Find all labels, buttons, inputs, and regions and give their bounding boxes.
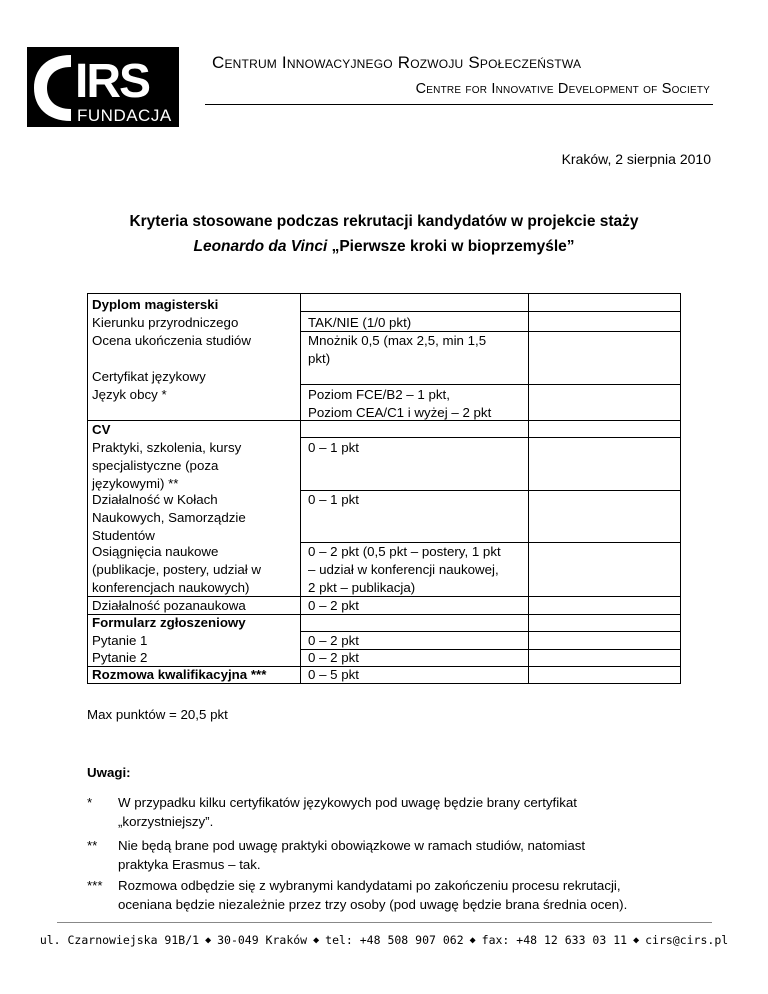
note-2-line-1: Nie będą brane pod uwagę praktyki obowiązkowe w ramach studiów, natomiast bbox=[118, 838, 586, 853]
footer-fax: fax: +48 12 633 03 11 bbox=[481, 933, 628, 947]
cv-heading: CV bbox=[92, 422, 111, 437]
cert-heading: Certyfikat językowy bbox=[92, 369, 206, 384]
note-1-line-2: „korzystniejszy”. bbox=[118, 814, 214, 829]
org-name-en: Centre for Innovative Development of Society bbox=[415, 81, 710, 97]
criterion-achievements-1: Osiągnięcia naukowe bbox=[92, 544, 219, 559]
logo-letters: IRS bbox=[75, 55, 150, 108]
document-date: Kraków, 2 sierpnia 2010 bbox=[561, 151, 711, 167]
notes-heading: Uwagi: bbox=[87, 765, 131, 780]
criterion-question-2: Pytanie 2 bbox=[92, 650, 148, 665]
criterion-circles-2: Naukowych, Samorządzie bbox=[92, 510, 246, 525]
form-heading: Formularz zgłoszeniowy bbox=[92, 615, 246, 630]
org-name-pl: Centrum Innowacyjnego Rozwoju Społeczeństwa bbox=[212, 53, 582, 72]
section-separator bbox=[88, 420, 680, 421]
score-practice: 0 – 1 pkt bbox=[308, 440, 360, 455]
score-question-1: 0 – 2 pkt bbox=[308, 633, 360, 648]
score-grade-2: pkt) bbox=[308, 351, 331, 366]
score-language-1: Poziom FCE/B2 – 1 pkt, bbox=[308, 387, 450, 402]
score-language-2: Poziom CEA/C1 i wyżej – 2 pkt bbox=[308, 405, 492, 420]
footer-tel: tel: +48 508 907 062 bbox=[325, 933, 464, 947]
note-3-line-1: Rozmowa odbędzie się z wybranymi kandydatami po zakończeniu procesu rekrutacji, bbox=[118, 878, 621, 893]
title-line-1: Kryteria stosowane podczas rekrutacji kandydatów w projekcie staży bbox=[129, 213, 639, 230]
score-grade-1: Mnożnik 0,5 (max 2,5, min 1,5 bbox=[308, 333, 487, 348]
row-separator bbox=[300, 311, 680, 312]
note-3-marker: *** bbox=[87, 878, 103, 893]
title-italic: Leonardo da Vinci bbox=[193, 238, 328, 255]
title-rest: „Pierwsze kroki w bioprzemyśle” bbox=[327, 238, 575, 255]
score-nonscientific: 0 – 2 pkt bbox=[308, 598, 360, 613]
criterion-circles-1: Działalność w Kołach bbox=[92, 492, 218, 507]
max-points: Max punktów = 20,5 pkt bbox=[87, 707, 228, 722]
footer-rule bbox=[57, 922, 712, 923]
criterion-circles-3: Studentów bbox=[92, 528, 155, 543]
logo-sub: FUNDACJA bbox=[77, 106, 172, 125]
criteria-table bbox=[87, 293, 681, 684]
criterion-practice-3: językowymi) ** bbox=[92, 476, 179, 491]
score-interview: 0 – 5 pkt bbox=[308, 667, 360, 682]
score-achievements-2: – udział w konferencji naukowej, bbox=[308, 562, 499, 577]
note-2-marker: ** bbox=[87, 838, 98, 853]
cirs-logo bbox=[27, 47, 179, 127]
score-circles: 0 – 1 pkt bbox=[308, 492, 360, 507]
bullet-icon: ◆ bbox=[205, 935, 212, 946]
footer-email[interactable]: cirs@cirs.pl bbox=[645, 933, 729, 947]
diploma-heading: Dyplom magisterski bbox=[92, 297, 219, 312]
footer-city: 30-049 Kraków bbox=[217, 933, 308, 947]
note-1-marker: * bbox=[87, 795, 93, 810]
bullet-icon: ◆ bbox=[633, 935, 640, 946]
note-1-line-1: W przypadku kilku certyfikatów językowych pod uwagę będzie brany certyfikat bbox=[118, 795, 577, 810]
bullet-icon: ◆ bbox=[469, 935, 476, 946]
column-divider bbox=[300, 294, 301, 683]
note-3-line-2: oceniana będzie niezależnie przez trzy osoby (pod uwagę będzie brana średnia ocen). bbox=[118, 897, 628, 912]
criterion-nonscientific: Działalność pozanaukowa bbox=[92, 598, 246, 613]
criterion-field: Kierunku przyrodniczego bbox=[92, 315, 239, 330]
criterion-grade: Ocena ukończenia studiów bbox=[92, 333, 251, 348]
footer-address: ul. Czarnowiejska 91B/1 bbox=[39, 933, 200, 947]
score-achievements-1: 0 – 2 pkt (0,5 pkt – postery, 1 pkt bbox=[308, 544, 501, 559]
criterion-practice-2: specjalistyczne (poza bbox=[92, 458, 219, 473]
bullet-icon: ◆ bbox=[313, 935, 320, 946]
header-rule bbox=[205, 104, 713, 105]
column-divider bbox=[528, 294, 529, 683]
score-question-2: 0 – 2 pkt bbox=[308, 650, 360, 665]
criterion-question-1: Pytanie 1 bbox=[92, 633, 148, 648]
row-separator bbox=[300, 384, 680, 385]
score-field: TAK/NIE (1/0 pkt) bbox=[308, 315, 412, 330]
footer-contact bbox=[0, 933, 768, 947]
note-2-line-2: praktyka Erasmus – tak. bbox=[118, 857, 261, 872]
criterion-practice-1: Praktyki, szkolenia, kursy bbox=[92, 440, 242, 455]
document-title bbox=[0, 209, 768, 259]
criterion-achievements-3: konferencjach naukowych) bbox=[92, 580, 250, 595]
criterion-language: Język obcy * bbox=[92, 387, 167, 402]
score-achievements-3: 2 pkt – publikacja) bbox=[308, 580, 416, 595]
row-separator bbox=[300, 437, 680, 438]
title-line-2 bbox=[0, 234, 768, 259]
criterion-achievements-2: (publikacje, postery, udział w bbox=[92, 562, 261, 577]
organization-name bbox=[212, 53, 712, 97]
criterion-interview: Rozmowa kwalifikacyjna *** bbox=[92, 667, 267, 682]
